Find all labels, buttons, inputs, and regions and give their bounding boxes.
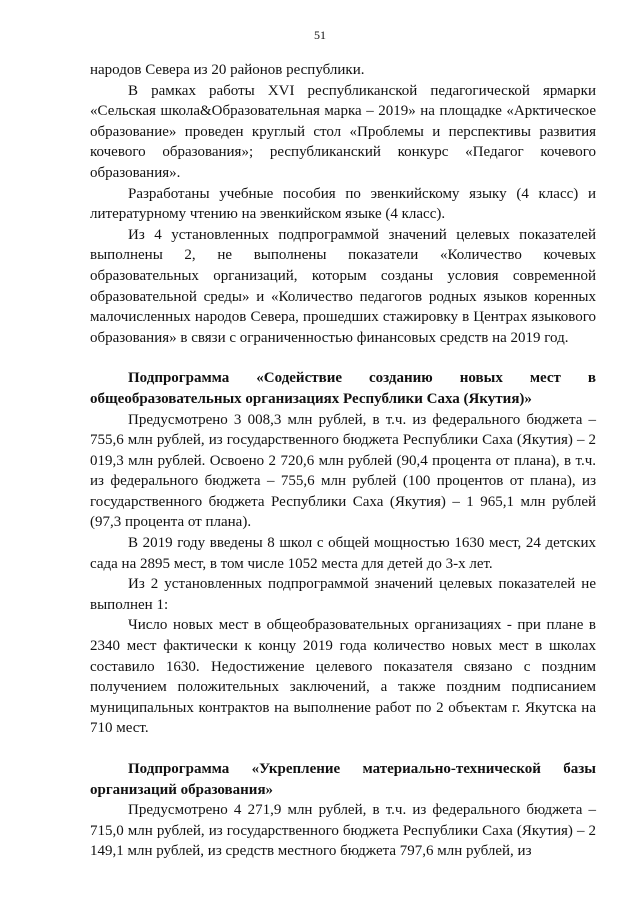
paragraph: Предусмотрено 3 008,3 млн рублей, в т.ч. из федерального бюджета – 755,6 млн рублей, из государственного бюджета Республики Саха (Якутия) – 2 019,3 млн рублей. Освоено 2 720,6 млн рублей (90,4 процента от плана), в т.ч. из федерального бюджета – 755,6 млн рублей (100 процентов от плана), из государственного бюджета Республики Саха (Якутия) – 1 965,1 млн рублей (97,3 процента от плана).: [90, 411, 596, 531]
paragraph: Из 2 установленных подпрограммой значений целевых показателей не выполнен 1:: [90, 576, 596, 613]
paragraph: В 2019 году введены 8 школ с общей мощностью 1630 мест, 24 детских сада на 2895 мест, в том числе 1052 места для детей до 3-х лет.: [90, 535, 596, 572]
paragraph: народов Севера из 20 районов республики.: [90, 62, 365, 78]
section-heading: Подпрограмма «Укрепление материально-технической базы организаций образования»: [90, 761, 596, 798]
section-heading: Подпрограмма «Содействие созданию новых мест в общеобразовательных организациях Республики Саха (Якутия)»: [90, 370, 596, 407]
page-number: 51: [314, 28, 326, 42]
page-body: [90, 60, 596, 862]
paragraph: Из 4 установленных подпрограммой значений целевых показателей выполнены 2, не выполнены показатели «Количество кочевых образовательных организаций, которым созданы условия современной образовательной среды» и «Количество педагогов родных языков коренных малочисленных народов Севера, прошедших стажировку в Центрах языкового образования» в связи с ограниченностью финансовых средств на 2019 год.: [90, 226, 596, 346]
paragraph: В рамках работы XVI республиканской педагогической ярмарки «Сельская школа&Образовательная марка – 2019» на площадке «Арктическое образование» проведен круглый стол «Проблемы и перспективы развития кочевого образования»; республиканский конкурс «Педагог кочевого образования».: [90, 82, 596, 181]
paragraph: Число новых мест в общеобразовательных организациях - при плане в 2340 мест фактически к концу 2019 года количество новых мест в школах составило 1630. Недостижение целевого показателя связано с поздним получением положительных заключений, а также поздним подписанием муниципальных контрактов на выполнение работ по 2 объектам г. Якутска на 710 мест.: [90, 617, 596, 737]
paragraph: Предусмотрено 4 271,9 млн рублей, в т.ч. из федерального бюджета – 715,0 млн рублей, из государственного бюджета Республики Саха (Якутия) – 2 149,1 млн рублей, из средств местного бюджета 797,6 млн рублей, из: [90, 802, 596, 860]
spacer: [90, 739, 596, 759]
spacer: [90, 348, 596, 368]
paragraph: Разработаны учебные пособия по эвенкийскому языку (4 класс) и литературному чтению на эвенкийском языке (4 класс).: [90, 185, 596, 223]
